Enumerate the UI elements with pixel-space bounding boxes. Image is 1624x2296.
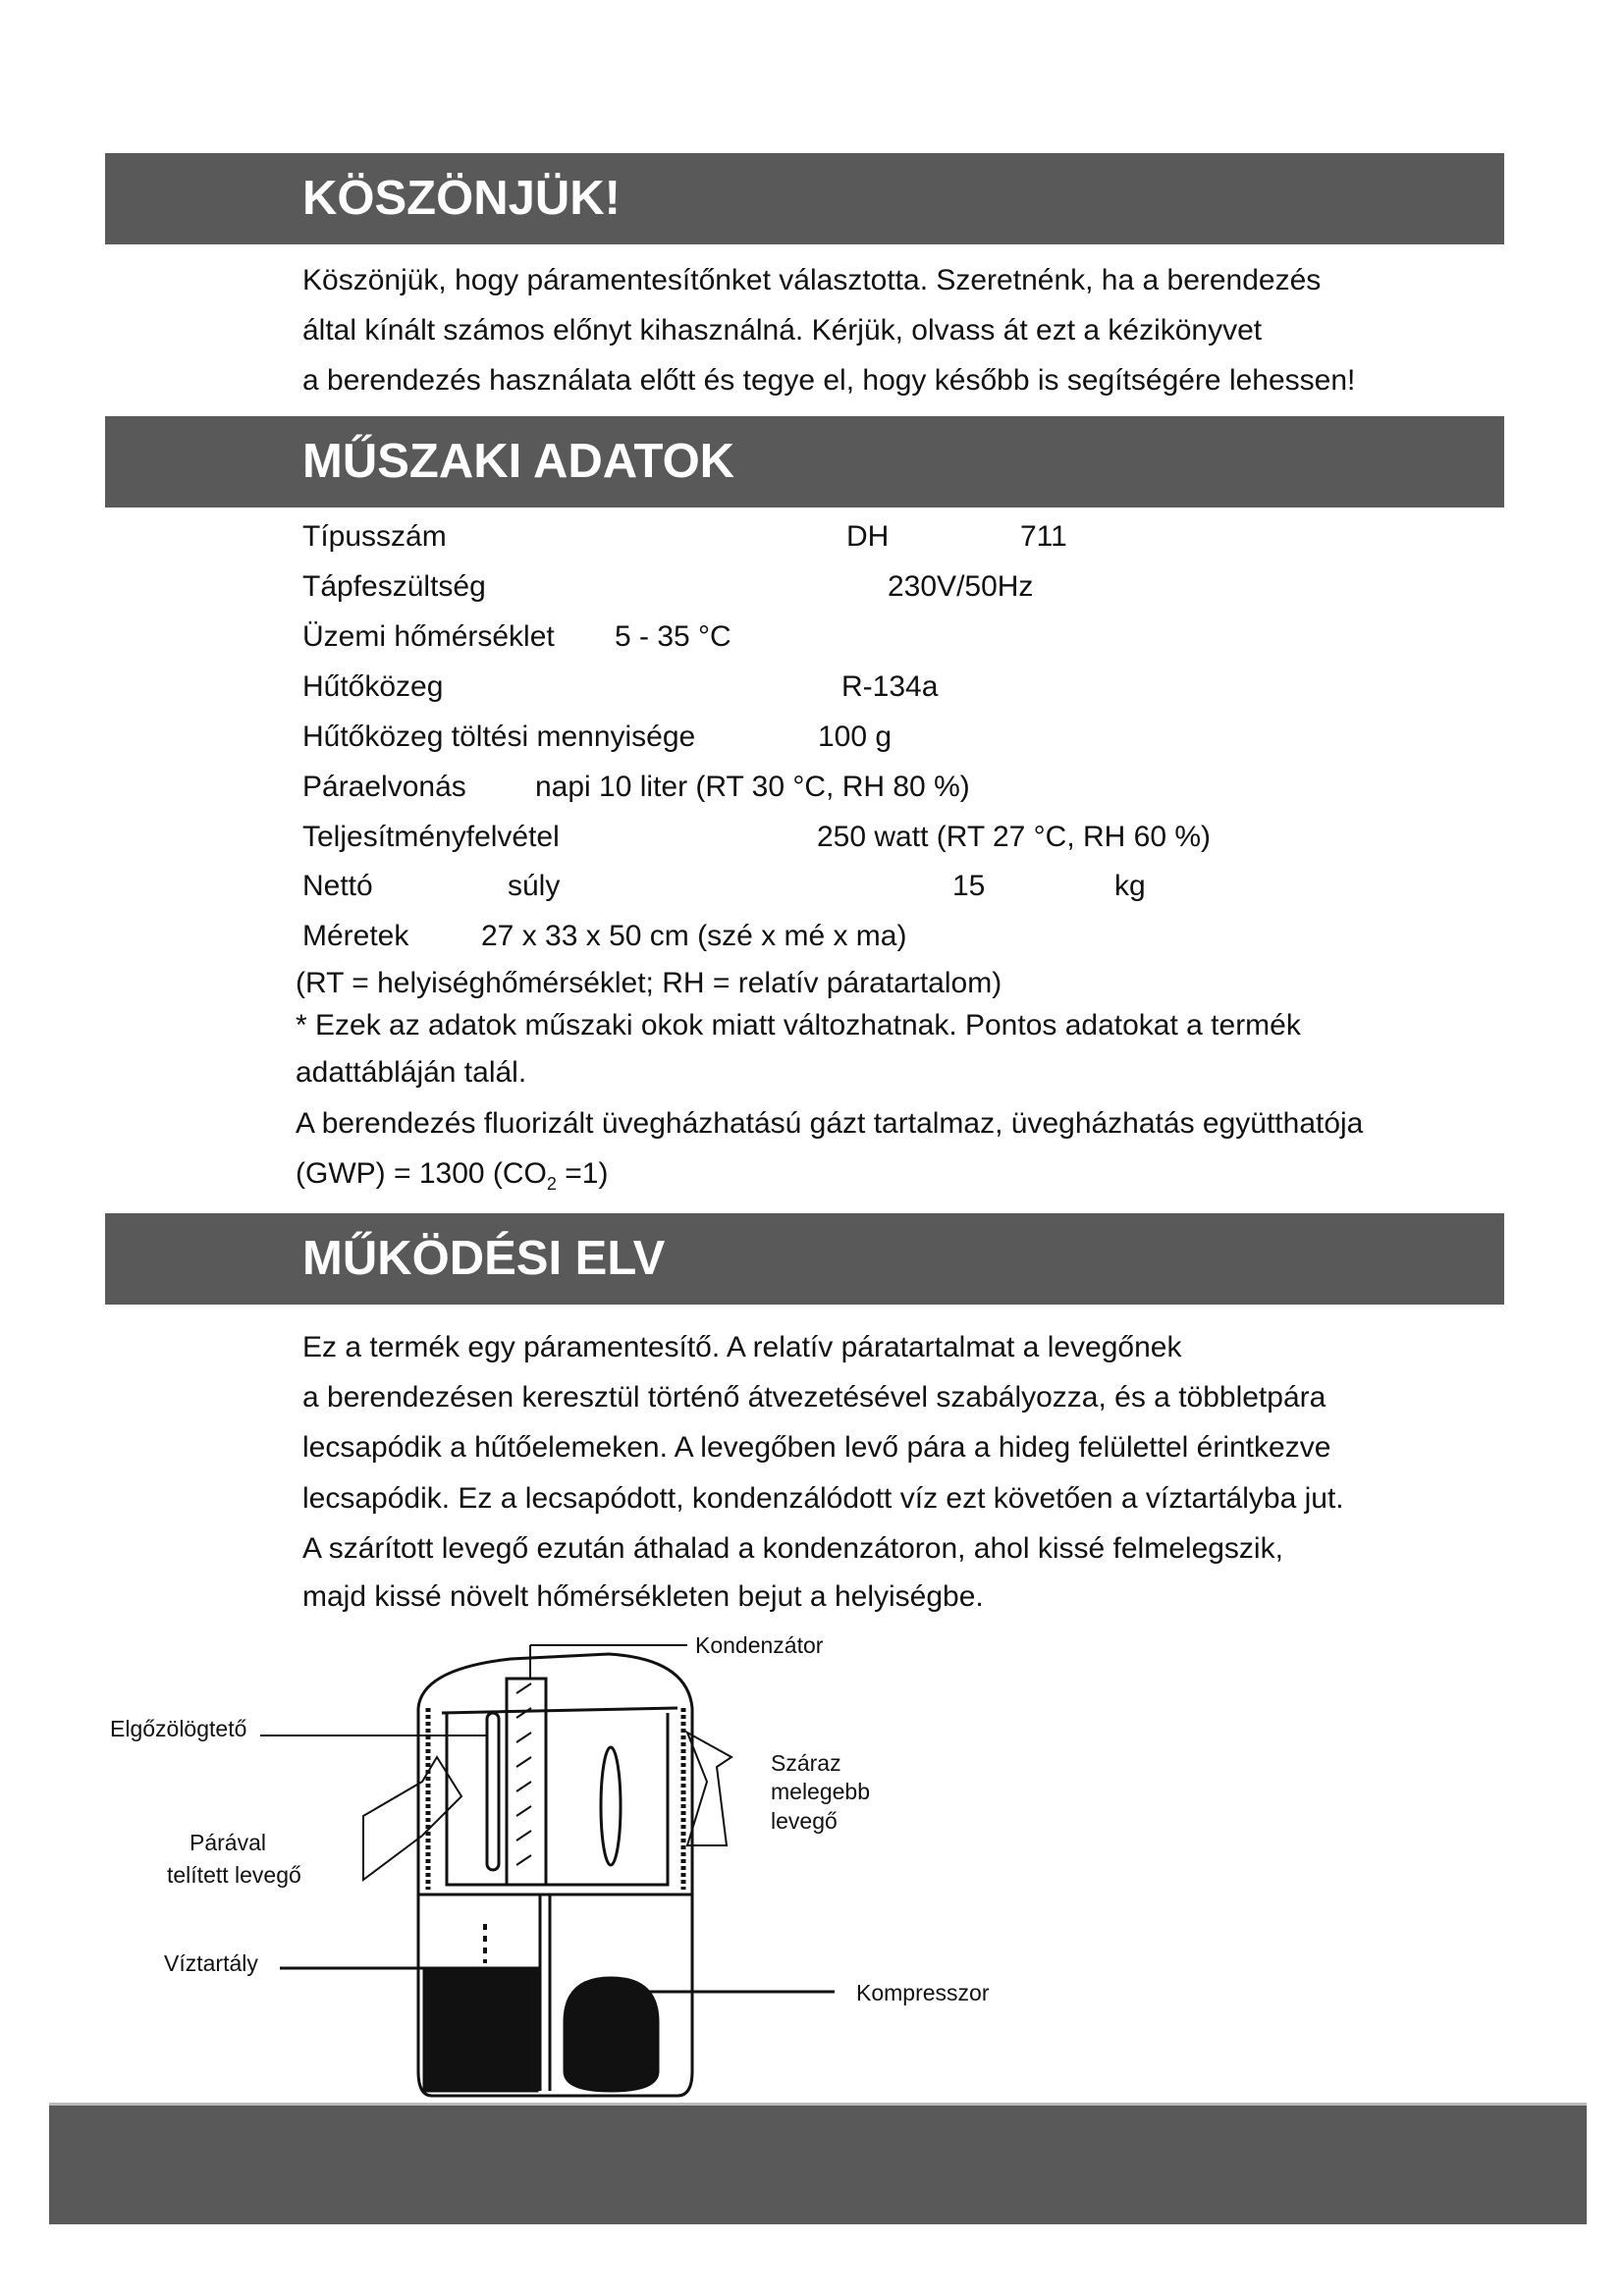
gwp-text: =1) bbox=[556, 1157, 609, 1190]
evaporator-tube bbox=[487, 1713, 499, 1870]
compressor bbox=[565, 1978, 658, 2091]
spec-value: napi 10 liter (RT 30 °C, RH 80 %) bbox=[535, 771, 970, 803]
paragraph-line: majd kissé növelt hőmérsékleten bejut a helyiségbe. bbox=[302, 1580, 984, 1613]
label-humid-air: Párával bbox=[189, 1830, 266, 1855]
paragraph-line: lecsapódik a hűtőelemeken. A levegőben levő pára a hideg felülettel érintkezve bbox=[302, 1431, 1331, 1464]
spec-value: R-134a bbox=[841, 670, 939, 703]
gwp-text: (GWP) = 1300 (CO bbox=[296, 1157, 547, 1190]
spec-value: 5 - 35 °C bbox=[615, 620, 731, 653]
spec-label: Hűtőközeg töltési mennyisége bbox=[302, 721, 696, 753]
label-compressor: Kompresszor bbox=[856, 1980, 990, 2005]
section-title: MŰKÖDÉSI ELV bbox=[302, 1232, 666, 1285]
label-condenser: Kondenzátor bbox=[695, 1632, 824, 1658]
spec-label: Nettó bbox=[302, 870, 373, 902]
spec-label: Páraelvonás bbox=[302, 771, 466, 803]
spec-value: 250 watt (RT 27 °C, RH 60 %) bbox=[817, 821, 1212, 853]
label-dry-air: levegő bbox=[771, 1808, 838, 1834]
paragraph-line: által kínált számos előnyt kihasználná. Kérjük, olvass át ezt a kézikönyvet bbox=[302, 314, 1263, 347]
note-gas: A berendezés fluorizált üvegházhatású gázt tartalmaz, üvegházhatás együtthatója bbox=[296, 1107, 1364, 1140]
note-abbreviations: (RT = helyiséghőmérséklet; RH = relatív páratartalom) bbox=[296, 967, 1002, 999]
label-dry-air: melegebb bbox=[771, 1779, 871, 1804]
air-out-arrow bbox=[687, 1733, 731, 1845]
footer-bar bbox=[49, 2103, 1587, 2224]
spec-value: DH bbox=[846, 520, 890, 553]
section-title: MŰSZAKI ADATOK bbox=[302, 435, 735, 488]
label-water-tank: Víztartály bbox=[164, 1950, 258, 1976]
spec-value: 230V/50Hz bbox=[888, 570, 1034, 603]
label-dry-air: Száraz bbox=[771, 1750, 841, 1776]
section-title: KÖSZÖNJÜK! bbox=[302, 172, 621, 225]
paragraph-line: Köszönjük, hogy páramentesítőnket választotta. Szeretnénk, ha a berendezés bbox=[302, 264, 1322, 296]
spec-label: Tápfeszültség bbox=[302, 570, 486, 603]
spec-value: 100 g bbox=[818, 721, 893, 753]
paragraph-line: lecsapódik. Ez a lecsapódott, kondenzálódott víz ezt követően a víztartályba jut. bbox=[302, 1482, 1344, 1515]
note-disclaimer: * Ezek az adatok műszaki okok miatt változhatnak. Pontos adatokat a termék bbox=[296, 1009, 1301, 1041]
spec-value: 15 bbox=[952, 870, 986, 902]
paragraph-line: a berendezés használata előtt és tegye el, hogy később is segítségére lehessen! bbox=[302, 364, 1356, 397]
water-tank-water bbox=[424, 1968, 537, 2091]
spec-label: Méretek bbox=[302, 920, 409, 952]
spec-label: Hűtőközeg bbox=[302, 670, 444, 703]
spec-label: Típusszám bbox=[302, 520, 447, 553]
note-disclaimer: adattábláján talál. bbox=[296, 1056, 527, 1089]
gwp-subscript: 2 bbox=[546, 1174, 557, 1194]
fan bbox=[601, 1747, 621, 1865]
paragraph-line: Ez a termék egy páramentesítő. A relatív páratartalmat a levegőnek bbox=[302, 1331, 1182, 1363]
paragraph-line: a berendezésen keresztül történő átvezetésével szabályozza, és a többletpára bbox=[302, 1381, 1326, 1414]
spec-value: kg bbox=[1114, 870, 1146, 902]
spec-value: 27 x 33 x 50 cm (szé x mé x ma) bbox=[481, 920, 907, 952]
spec-value: 711 bbox=[1020, 520, 1067, 553]
spec-label: Teljesítményfelvétel bbox=[302, 821, 560, 853]
spec-value: súly bbox=[508, 870, 561, 902]
label-humid-air: telített levegő bbox=[167, 1862, 301, 1888]
spec-label: Üzemi hőmérséklet bbox=[302, 620, 555, 653]
label-evaporator: Elgőzölögtető bbox=[110, 1716, 247, 1741]
paragraph-line: A szárított levegő ezután áthalad a kondenzátoron, ahol kissé felmelegszik, bbox=[302, 1532, 1283, 1565]
